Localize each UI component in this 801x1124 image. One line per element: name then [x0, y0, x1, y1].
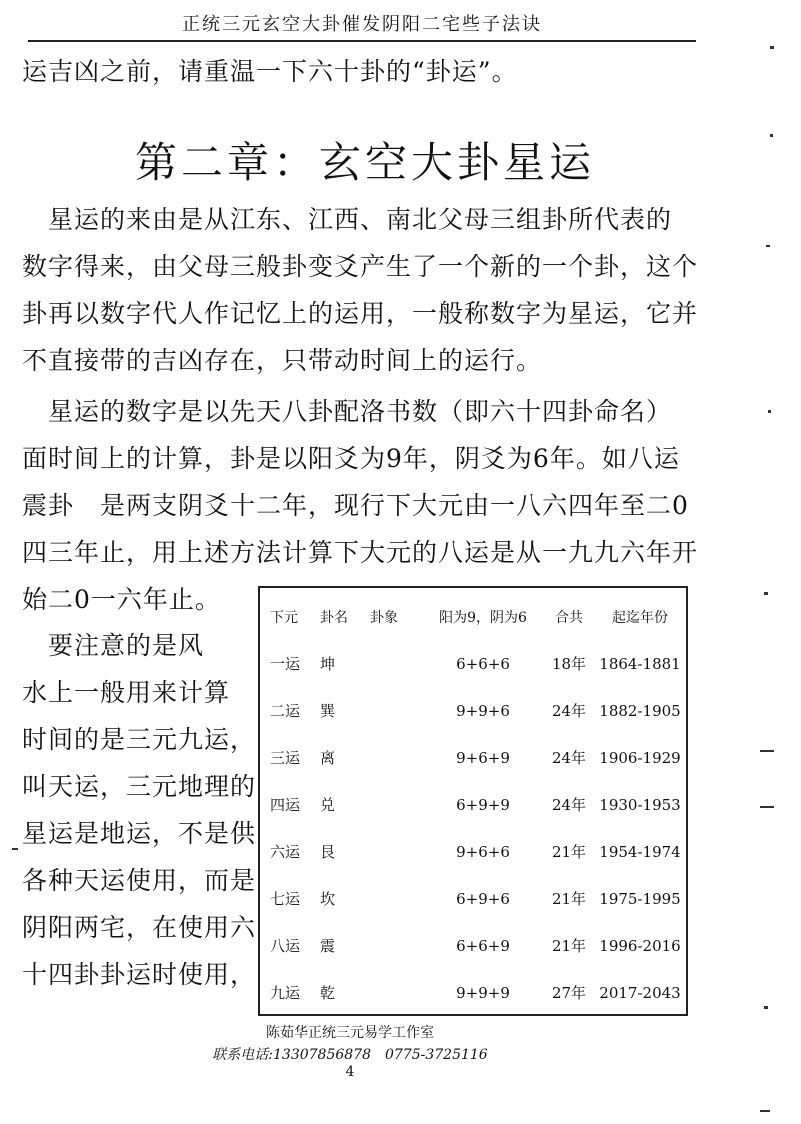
table-cell: 兑: [320, 796, 336, 814]
table-cell: 1906-1929: [599, 749, 681, 767]
paragraph-line: 数字得来，由父母三般卦变爻产生了一个新的一个卦，这个: [22, 252, 699, 281]
table-cell: 震: [320, 937, 336, 955]
table-cell: 艮: [320, 843, 336, 861]
scan-speck: [768, 410, 771, 413]
table-cell: 24年: [551, 796, 587, 814]
side-line: 要注意的是风: [22, 631, 205, 660]
table-row: [260, 887, 686, 911]
paragraph-line: 不直接带的吉凶存在，只带动时间上的运行。: [22, 346, 543, 375]
table-cell: 九运: [270, 984, 301, 1002]
table-header-row: [260, 606, 686, 630]
table-header-cell: 合共: [555, 610, 583, 626]
table-cell: 1975-1995: [599, 890, 681, 908]
table-cell: 2017-2043: [599, 984, 681, 1002]
paragraph-line: 震卦 是两支阴爻十二年，现行下大元由一八六四年至二0: [22, 491, 689, 520]
table-cell: 9+6+6: [456, 843, 510, 861]
running-header: 正统三元玄空大卦催发阴阳二宅些子法诀: [28, 10, 696, 42]
table-cell: 一运: [270, 655, 301, 673]
paragraph-line: 始二0一六年止。: [22, 585, 221, 614]
table-cell: 21年: [551, 890, 587, 908]
table-row: [260, 699, 686, 723]
table-header-cell: 下元: [270, 610, 298, 626]
table-cell: 六运: [270, 843, 301, 861]
scan-speck: [766, 245, 770, 247]
side-line: 星运是地运，不是供: [22, 819, 257, 848]
table-cell: 18年: [551, 655, 587, 673]
table-cell: 1930-1953: [599, 796, 681, 814]
scan-speck: [760, 750, 774, 752]
intro-line: 运吉凶之前，请重温一下六十卦的“卦运”。: [22, 57, 518, 86]
table-cell: 6+9+6: [456, 890, 510, 908]
paragraph-line: 卦再以数字代人作记忆上的运用，一般称数字为星运，它并: [22, 299, 699, 328]
table-cell: 6+6+9: [456, 937, 510, 955]
table-row: [260, 746, 686, 770]
table-cell: 21年: [551, 843, 587, 861]
table-cell: 三运: [270, 749, 301, 767]
table-cell: 1864-1881: [599, 655, 681, 673]
table-cell: 1954-1974: [599, 843, 681, 861]
paragraph-line: 面时间上的计算，卦是以阳爻为9年，阴爻为6年。如八运: [22, 444, 680, 473]
side-line: 时间的是三元九运，: [22, 725, 257, 754]
scan-speck: [760, 806, 774, 808]
side-line: 各种天运使用，而是: [22, 866, 257, 895]
side-line: 叫天运，三元地理的: [22, 772, 257, 801]
table-cell: 6+9+9: [456, 796, 510, 814]
scan-speck: [770, 46, 774, 49]
table-cell: 巽: [320, 702, 336, 720]
table-header-cell: 起迄年份: [612, 610, 668, 626]
scan-speck: [764, 1006, 768, 1009]
table-header-cell: 卦名: [320, 610, 348, 626]
table-cell: 二运: [270, 702, 301, 720]
table-cell: 6+6+6: [456, 655, 510, 673]
table-cell: 21年: [551, 937, 587, 955]
table-row: [260, 840, 686, 864]
table-cell: 9+9+9: [456, 984, 510, 1002]
scan-speck: [770, 134, 773, 137]
table-cell: 24年: [551, 702, 587, 720]
paragraph-line: 星运的来由是从江东、江西、南北父母三组卦所代表的: [22, 205, 673, 234]
chapter-title: 第二章：玄空大卦星运: [134, 138, 595, 187]
table-cell: 27年: [551, 984, 587, 1002]
yun-table: [258, 586, 688, 1016]
table-cell: 1996-2016: [599, 937, 681, 955]
table-header-cell: 卦象: [370, 610, 398, 626]
paragraph-line: 星运的数字是以先天八卦配洛书数（即六十四卦命名）: [22, 397, 673, 426]
table-row: [260, 652, 686, 676]
table-cell: 乾: [320, 984, 336, 1002]
table-cell: 四运: [270, 796, 301, 814]
table-cell: 24年: [551, 749, 587, 767]
table-row: [260, 981, 686, 1005]
footer-studio: 陈茹华正统三元易学工作室: [266, 1025, 434, 1041]
side-line: 十四卦卦运时使用，: [22, 960, 257, 989]
table-header-cell: 阳为9，阴为6: [439, 610, 527, 626]
table-cell: 七运: [270, 890, 301, 908]
footer-contact: 联系电话:13307856878 0775-3725116: [212, 1047, 488, 1063]
table-cell: 9+9+6: [456, 702, 510, 720]
scan-speck: [12, 848, 18, 850]
side-line: 水上一般用来计算: [22, 678, 231, 707]
table-cell: 9+6+9: [456, 749, 510, 767]
table-cell: 坎: [320, 890, 336, 908]
table-row: [260, 793, 686, 817]
table-cell: 八运: [270, 937, 301, 955]
paragraph-line: 四三年止，用上述方法计算下大元的八运是从一九九六年开: [22, 538, 699, 567]
side-line: 阴阳两宅，在使用六: [22, 913, 257, 942]
table-cell: 离: [320, 749, 336, 767]
table-row: [260, 934, 686, 958]
page-number: 4: [345, 1064, 355, 1080]
table-cell: 1882-1905: [599, 702, 681, 720]
table-cell: 坤: [320, 655, 336, 673]
scan-speck: [760, 1110, 770, 1112]
scan-speck: [764, 592, 768, 595]
